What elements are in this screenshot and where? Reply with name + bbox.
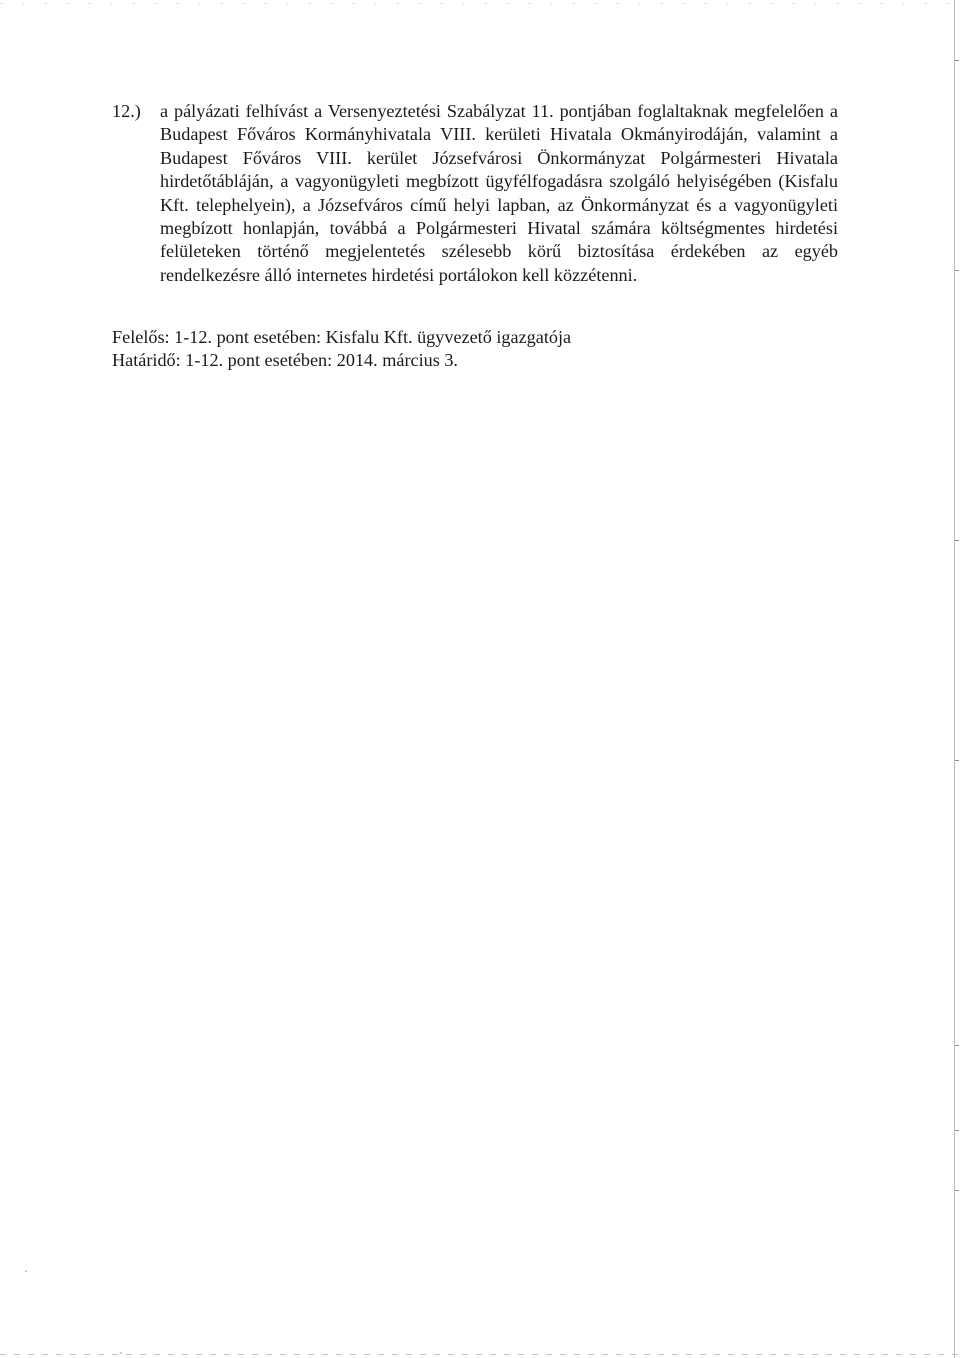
resolution-item	[112, 100, 838, 287]
scan-mark	[955, 1190, 959, 1191]
item-number: 12.)	[112, 101, 141, 121]
scan-speck	[120, 1352, 122, 1354]
scan-edge-bottom	[0, 1354, 960, 1355]
scan-mark	[955, 1045, 959, 1046]
deadline-line: Határidő: 1-12. pont esetében: 2014. március 3.	[112, 349, 458, 370]
scan-mark	[955, 270, 959, 271]
scan-speck	[25, 1270, 27, 1272]
item-text: a pályázati felhívást a Versenyeztetési Szabályzat 11. pontjában foglaltaknak megfelelően a Budapest Főváros Kormányhivatala VIII. kerületi Hivatala Okmányirodáján, valamint a Budapest Főváros VIII. kerület Józsefvárosi Önkormányzat Polgármesteri Hivatala hirdetőtábláján, a vagyonügyleti megbízott ügyfélfogadásra szolgáló helyiségében (Kisfalu Kft. telephelyein), a Józsefváros című helyi lapban, az Önkormányzat és a vagyonügyleti megbízott honlapján, továbbá a Polgármesteri Hivatal számára költségmentes hirdetési felületeken történő megjelentetés szélesebb körű biztosítása érdekében az egyéb rendelkezésre álló internetes hirdetési portálokon kell közzétenni.	[160, 101, 838, 285]
scan-edge-right	[954, 0, 955, 1358]
responsible-line: Felelős: 1-12. pont esetében: Kisfalu Kft. ügyvezető igazgatója	[112, 327, 572, 347]
scan-edge-top	[0, 3, 960, 4]
scan-mark	[955, 540, 959, 541]
scan-mark	[955, 60, 959, 61]
scan-mark	[955, 760, 959, 761]
responsibility-block	[112, 326, 838, 371]
scan-mark	[955, 1130, 959, 1131]
